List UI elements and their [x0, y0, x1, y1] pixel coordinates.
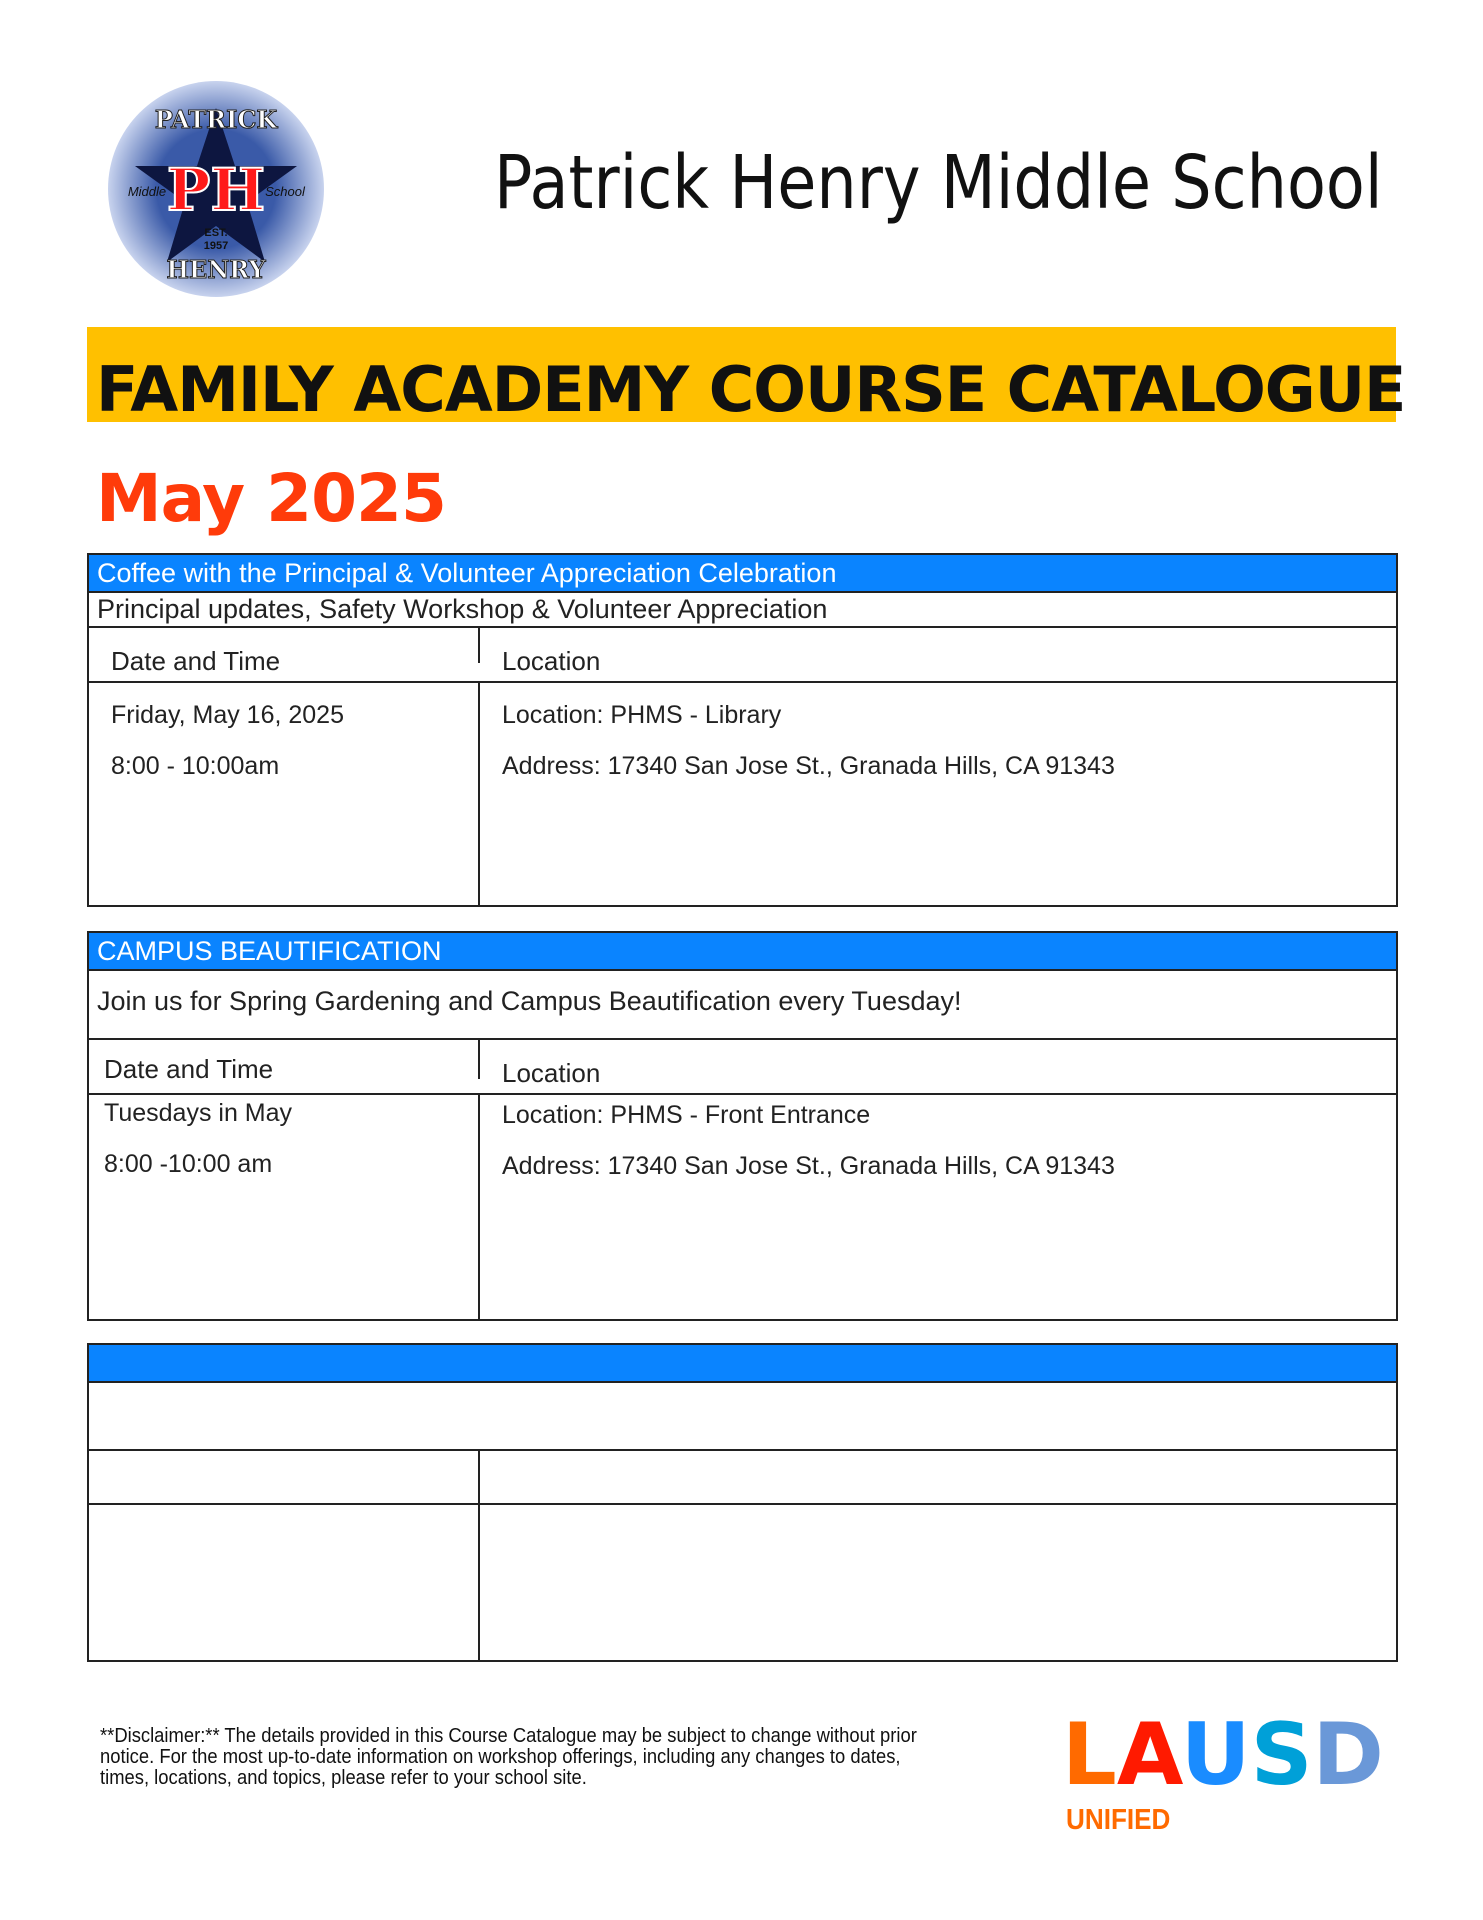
lausd-unified: UNIFIED — [1066, 1804, 1171, 1836]
school-logo — [105, 78, 327, 300]
logo-letter: L — [1062, 1705, 1117, 1805]
event-table — [87, 931, 1398, 1321]
event-title-empty — [89, 1345, 1396, 1383]
event-description-empty — [89, 1383, 1396, 1451]
month-heading: May 2025 — [96, 460, 446, 537]
school-name: Patrick Henry Middle School — [494, 140, 1383, 226]
lausd-logo — [1062, 1705, 1384, 1805]
svg-text:HENRY: HENRY — [166, 255, 266, 284]
svg-text:1957: 1957 — [203, 240, 229, 252]
date-time-header: Date and Time — [89, 1040, 480, 1079]
logo-letter: S — [1250, 1705, 1313, 1805]
svg-text:EST.: EST. — [204, 227, 228, 239]
svg-text:Middle: Middle — [127, 184, 167, 199]
event-title: Coffee with the Principal & Volunteer Appreciation Celebration — [89, 555, 1396, 593]
event-description: Principal updates, Safety Workshop & Volunteer Appreciation — [89, 593, 1396, 628]
disclaimer: **Disclaimer:** The details provided in this Course Catalogue may be subject to change without prior notice. For the most up-to-date information on workshop offerings, including any changes to dates, times, locations, and topics, please refer to your school site. — [100, 1725, 917, 1789]
event-location: Location: PHMS - Library — [502, 701, 782, 729]
event-date: Friday, May 16, 2025 — [111, 701, 344, 729]
catalogue-banner — [87, 327, 1406, 426]
banner-title: FAMILY ACADEMY COURSE CATALOGUE — [96, 353, 1406, 426]
event-description: Join us for Spring Gardening and Campus Beautification every Tuesday! — [89, 971, 1396, 1040]
event-time: 8:00 - 10:00am — [111, 752, 280, 780]
logo-letter: A — [1116, 1705, 1181, 1805]
location-header-empty — [480, 1451, 1396, 1503]
svg-text:School: School — [265, 184, 305, 199]
svg-text:PATRICK: PATRICK — [154, 105, 278, 134]
date-cell-empty — [89, 1505, 480, 1660]
location-cell-empty — [480, 1505, 1396, 1660]
date-time-header: Date and Time — [89, 628, 480, 663]
logo-letter: D — [1312, 1705, 1384, 1805]
date-header-empty — [89, 1451, 480, 1503]
location-header: Location — [502, 1058, 601, 1088]
event-table — [87, 553, 1398, 907]
location-header: Location — [502, 646, 601, 676]
svg-text:PH: PH — [166, 156, 266, 224]
event-location: Location: PHMS - Front Entrance — [502, 1101, 871, 1129]
event-address: Address: 17340 San Jose St., Granada Hills, CA 91343 — [502, 752, 1115, 780]
event-title: CAMPUS BEAUTIFICATION — [89, 933, 1396, 971]
logo-letter: U — [1180, 1705, 1251, 1805]
empty-event-table — [87, 1343, 1398, 1662]
event-address: Address: 17340 San Jose St., Granada Hills, CA 91343 — [502, 1152, 1115, 1180]
event-date: Tuesdays in May — [104, 1099, 293, 1127]
event-time: 8:00 -10:00 am — [104, 1150, 273, 1178]
